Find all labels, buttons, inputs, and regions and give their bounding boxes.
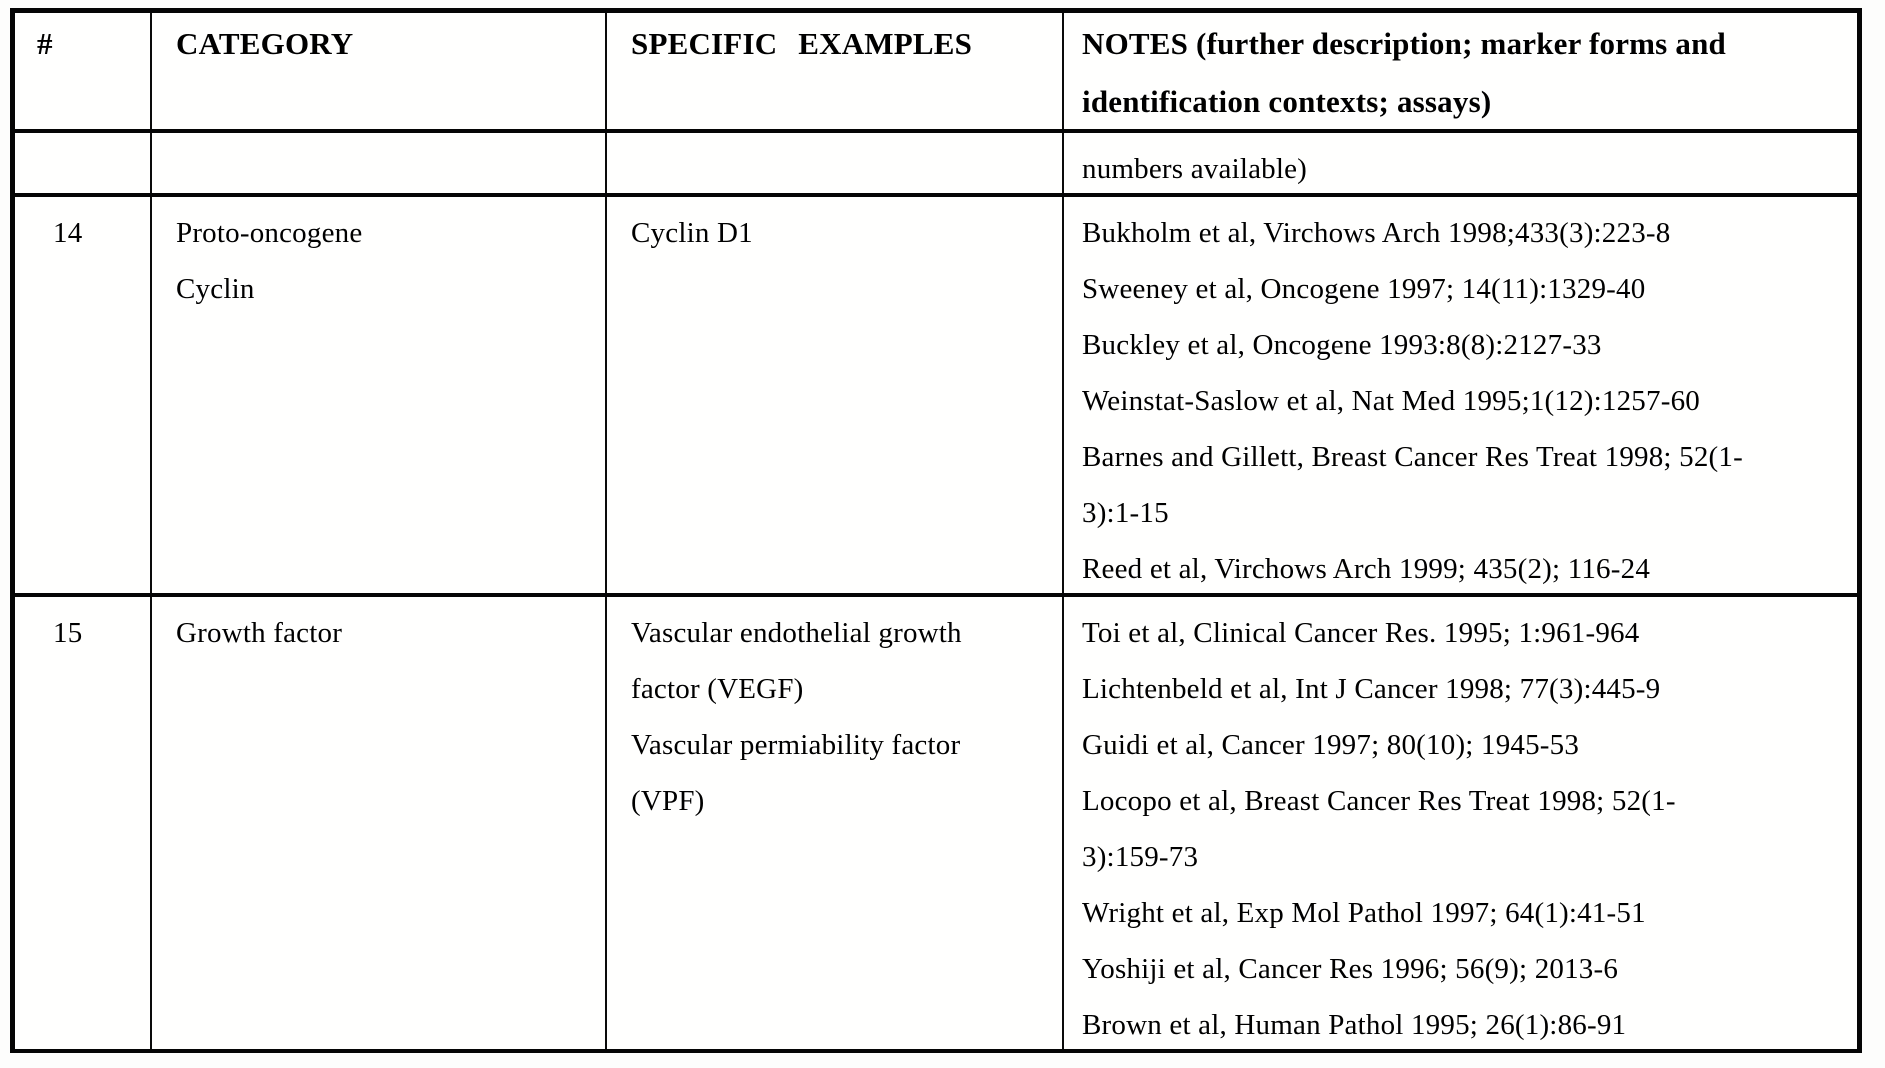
row-number-cell bbox=[15, 197, 150, 593]
category-line: Cyclin bbox=[176, 273, 255, 305]
row-number-cell bbox=[15, 597, 150, 1049]
notes-reference: Locopo et al, Breast Cancer Res Treat 1998; 52(1- bbox=[1082, 785, 1676, 817]
notes-reference: Toi et al, Clinical Cancer Res. 1995; 1:961-964 bbox=[1082, 617, 1640, 649]
category-cell bbox=[150, 597, 605, 1049]
notes-reference: Sweeney et al, Oncogene 1997; 14(11):1329-40 bbox=[1082, 273, 1646, 305]
notes-reference: Weinstat-Saslow et al, Nat Med 1995;1(12):1257-60 bbox=[1082, 385, 1700, 417]
example-line-continued: factor (VEGF) bbox=[631, 673, 804, 705]
notes-reference: Reed et al, Virchows Arch 1999; 435(2); 116-24 bbox=[1082, 553, 1651, 585]
category-line: Growth factor bbox=[176, 617, 343, 649]
notes-reference: Guidi et al, Cancer 1997; 80(10); 1945-53 bbox=[1082, 729, 1580, 761]
notes-reference: Brown et al, Human Pathol 1995; 26(1):86-91 bbox=[1082, 1009, 1627, 1041]
header-cell-specific-examples bbox=[605, 13, 1062, 129]
header-number-label: # bbox=[37, 26, 53, 61]
notes-reference: Barnes and Gillett, Breast Cancer Res Treat 1998; 52(1- bbox=[1082, 441, 1743, 473]
row-number: 15 bbox=[53, 617, 83, 649]
category-cell bbox=[150, 197, 605, 593]
notes-reference: Lichtenbeld et al, Int J Cancer 1998; 77(3):445-9 bbox=[1082, 673, 1661, 705]
continuation-examples-cell bbox=[605, 133, 1062, 193]
marker-categories-table bbox=[10, 8, 1862, 1053]
continuation-notes-text: numbers available) bbox=[1082, 153, 1308, 185]
notes-reference: Yoshiji et al, Cancer Res 1996; 56(9); 2013-6 bbox=[1082, 953, 1619, 985]
example-line: Vascular permiability factor bbox=[631, 729, 961, 761]
notes-reference: Wright et al, Exp Mol Pathol 1997; 64(1):41-51 bbox=[1082, 897, 1646, 929]
specific-examples-cell bbox=[605, 597, 1062, 1049]
table-row-15 bbox=[15, 593, 1857, 1049]
continuation-number-cell bbox=[15, 133, 150, 193]
notes-cell bbox=[1062, 197, 1857, 593]
header-notes-label: NOTES (further description; marker forms and identification contexts; assays) bbox=[1082, 26, 1726, 119]
continuation-row bbox=[15, 129, 1857, 193]
example-line: Cyclin D1 bbox=[631, 217, 753, 249]
specific-examples-cell bbox=[605, 197, 1062, 593]
table-row-14 bbox=[15, 193, 1857, 593]
example-line-continued: (VPF) bbox=[631, 785, 705, 817]
notes-cell bbox=[1062, 597, 1857, 1049]
row-number: 14 bbox=[53, 217, 83, 249]
notes-reference-continued: 3):1-15 bbox=[1082, 497, 1169, 529]
continuation-notes-cell bbox=[1062, 133, 1857, 193]
header-category-label: CATEGORY bbox=[176, 26, 354, 61]
header-cell-category bbox=[150, 13, 605, 129]
notes-reference: Buckley et al, Oncogene 1993:8(8):2127-33 bbox=[1082, 329, 1602, 361]
header-cell-number bbox=[15, 13, 150, 129]
example-line: Vascular endothelial growth bbox=[631, 617, 962, 649]
header-cell-notes bbox=[1062, 13, 1857, 129]
header-specific-examples-label: SPECIFIC EXAMPLES bbox=[631, 26, 973, 61]
notes-reference: Bukholm et al, Virchows Arch 1998;433(3):223-8 bbox=[1082, 217, 1671, 249]
notes-reference-continued: 3):159-73 bbox=[1082, 841, 1199, 873]
continuation-category-cell bbox=[150, 133, 605, 193]
table-header-row bbox=[15, 13, 1857, 129]
category-line: Proto-oncogene bbox=[176, 217, 363, 249]
